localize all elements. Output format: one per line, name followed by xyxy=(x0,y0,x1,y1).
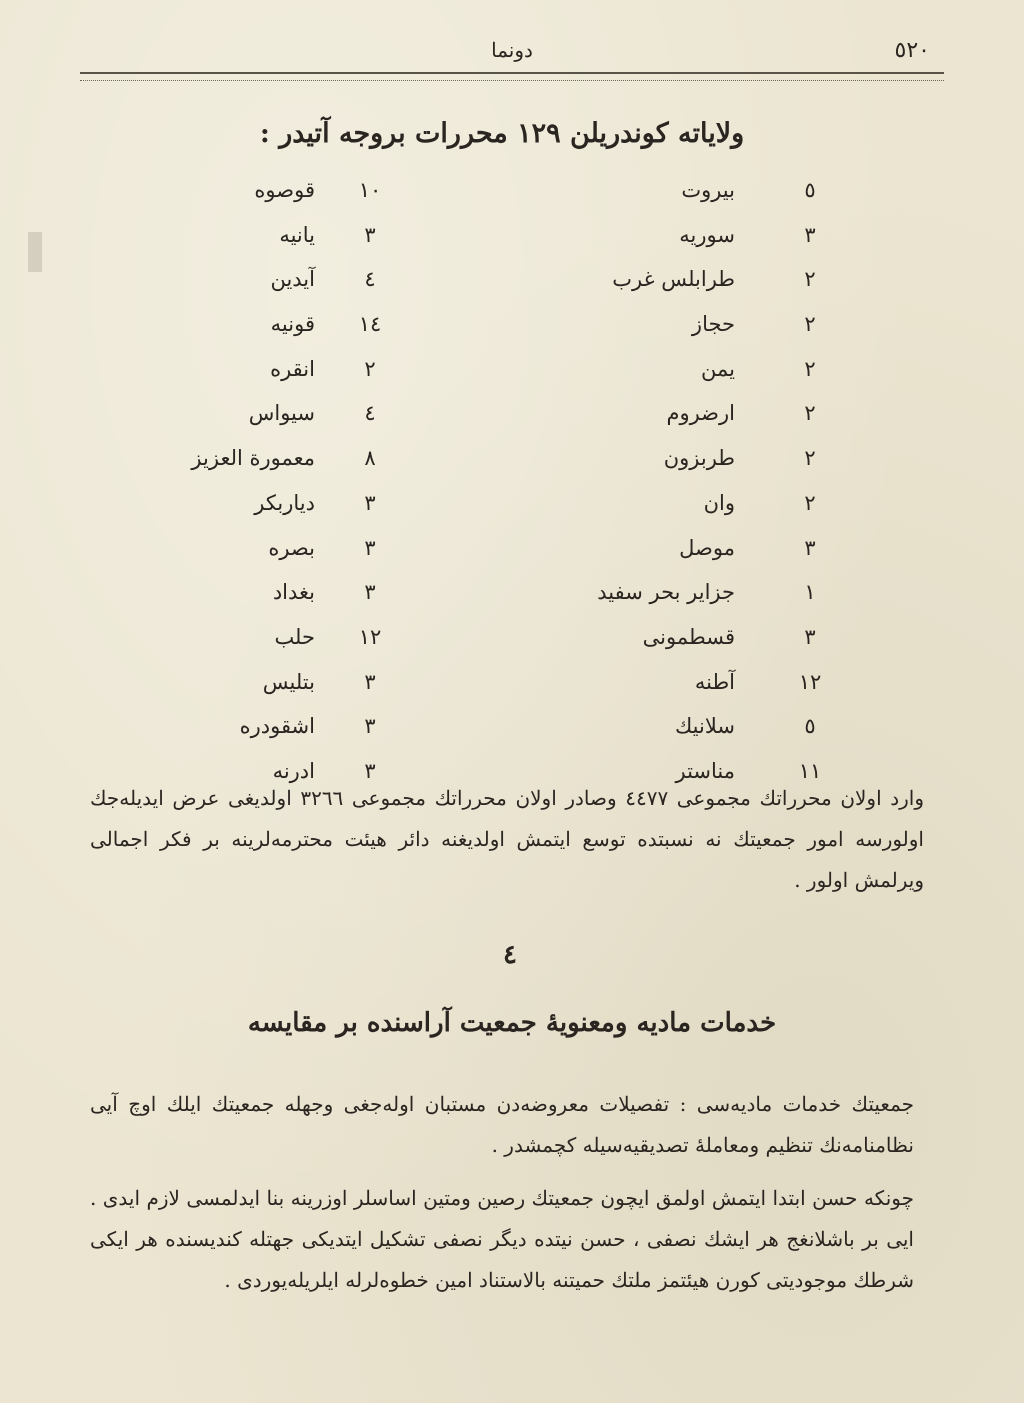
left-province: معمورة العزیز xyxy=(191,446,315,471)
right-province: مناستر xyxy=(675,758,735,783)
table-row xyxy=(150,357,830,402)
section-heading: ولایاته کوندریلن ١٢٩ محررات بروجه آتیدر : xyxy=(259,118,745,149)
right-province: یمن xyxy=(701,356,735,381)
left-province: قونیه xyxy=(270,312,315,337)
left-province: آیدین xyxy=(270,267,315,292)
right-count: ٢ xyxy=(804,446,816,471)
left-province: بغداد xyxy=(272,580,315,605)
material-services-paragraph: جمعیتك خدمات مادیه‌سی : تفصیلات معروضه‌دن مستبان اوله‌جغی وجهله جمعیتك ایلك اوچ آیی نظامنامه‌نك تنظیم ومعامله‌ٔ تصدیقیه‌سیله کچمشدر . xyxy=(90,1092,914,1157)
left-count: ٣ xyxy=(364,669,376,694)
table-row xyxy=(150,536,830,581)
right-count: ٢ xyxy=(804,267,816,292)
right-count: ١١ xyxy=(798,758,822,783)
right-count: ٢ xyxy=(804,356,816,381)
left-province: سیواس xyxy=(248,401,315,426)
right-count: ٥ xyxy=(804,714,816,739)
right-province: بیروت xyxy=(681,178,735,202)
left-province: دیاربکر xyxy=(254,490,315,515)
left-count: ٤ xyxy=(364,267,376,292)
table-row xyxy=(150,446,830,491)
left-count: ٣ xyxy=(364,490,376,515)
left-province: بتلیس xyxy=(262,669,315,694)
right-count: ٢ xyxy=(804,490,816,515)
right-province: جزایر بحر سفید xyxy=(597,580,735,605)
right-count: ٢ xyxy=(804,312,816,337)
left-province: حلب xyxy=(274,624,315,649)
table-row xyxy=(150,401,830,446)
left-province: اشقودره xyxy=(239,714,315,739)
summary-paragraph: وارد اولان محرراتك مجموعی ٤٤٧٧ وصادر اولان محرراتك مجموعی ٣٢٦٦ اولدیغی عرض ایدیله‌جك اولورسه امور جمعیتك نه نسبتده توسع ایتمش اولدیغنه دائر هیئت محترمه‌لرینه بر فکر اجمالی ویرلمش اولور . xyxy=(90,786,925,892)
left-count: ٣ xyxy=(364,222,376,247)
left-count: ٤ xyxy=(364,401,376,426)
right-count: ٢ xyxy=(804,401,816,426)
section-number: ٤ xyxy=(503,940,517,970)
right-province: سلانیك xyxy=(674,714,735,739)
left-province: ادرنه xyxy=(272,758,315,783)
table-row xyxy=(150,223,830,268)
table-row xyxy=(150,714,830,759)
comparison-heading: خدمات مادیه ومعنویهٔ جمعیت آراسنده بر مقایسه xyxy=(247,1008,777,1038)
right-province: وان xyxy=(703,490,735,515)
right-count: ١ xyxy=(804,580,816,605)
left-province: قوصوه xyxy=(254,178,315,202)
left-count: ٣ xyxy=(364,714,376,739)
page-header xyxy=(80,38,944,68)
left-count: ١٢ xyxy=(358,624,382,649)
left-count: ١٠ xyxy=(358,178,382,202)
left-count: ٣ xyxy=(364,535,376,560)
left-province: انقره xyxy=(270,356,315,381)
right-province: موصل xyxy=(679,535,735,560)
right-count: ٣ xyxy=(804,535,816,560)
binding-mark xyxy=(28,232,42,272)
left-province: یانیه xyxy=(279,222,315,247)
table-row xyxy=(150,625,830,670)
foundation-paragraph: چونکه حسن ابتدا ایتمش اولمق ایچون جمعیتك رصین ومتین اساسلر اوزرینه بنا ایدلمسی لازم ایدی . ایی بر باشلانغج هر ایشك نصفی ، حسن نیتده دیگر نصفی تشکیل ایتدیکی جهتله کندیسنده هر ایکی شرطك موجودیتی کورن هیئتمز ملتك حمیتنه بالاستناد امین خطوه‌لرله ایلریله‌یوردی . xyxy=(90,1186,914,1292)
header-rule xyxy=(80,72,944,81)
right-count: ٥ xyxy=(804,178,816,202)
right-province: طرابلس غرب xyxy=(612,267,735,292)
table-row xyxy=(150,312,830,357)
right-count: ١٢ xyxy=(798,669,822,694)
right-province: سوریه xyxy=(679,222,735,247)
left-count: ٣ xyxy=(364,580,376,605)
table-row xyxy=(150,267,830,312)
right-count: ٣ xyxy=(804,624,816,649)
right-province: قسطمونی xyxy=(642,624,735,649)
right-province: آطنه xyxy=(694,669,735,694)
running-title: دونما xyxy=(491,38,533,62)
right-province: ارضروم xyxy=(666,401,735,426)
left-count: ٢ xyxy=(364,356,376,381)
right-province: حجاز xyxy=(691,312,735,337)
left-province: بصره xyxy=(268,535,315,560)
province-table xyxy=(150,178,830,804)
left-count: ٣ xyxy=(364,758,376,783)
table-row xyxy=(150,670,830,715)
table-row xyxy=(150,491,830,536)
right-province: طربزون xyxy=(663,446,735,471)
right-count: ٣ xyxy=(804,222,816,247)
page-number: ٥٢٠ xyxy=(894,38,930,63)
left-count: ٨ xyxy=(364,446,376,471)
table-row xyxy=(150,580,830,625)
table-row xyxy=(150,178,830,223)
left-count: ١٤ xyxy=(358,312,382,337)
